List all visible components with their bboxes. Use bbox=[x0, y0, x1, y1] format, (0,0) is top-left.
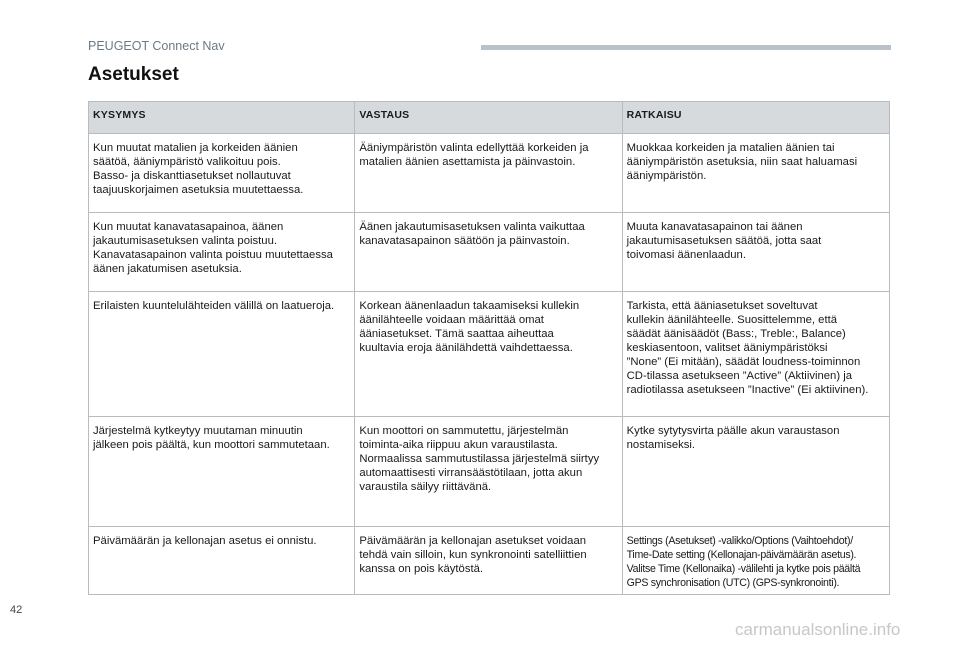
question-text: Kun muutat kanavatasapainoa, äänen jakautumisasetuksen valinta poistuu. Kanavatasapainon valinta poistuu muutettaessa äänen jakatumisen asetuksia. bbox=[93, 221, 333, 275]
question-text: Erilaisten kuuntelulähteiden välillä on laatueroja. bbox=[93, 300, 335, 312]
watermark-text: carmanualsonline.info bbox=[735, 620, 901, 639]
table-row bbox=[89, 213, 890, 292]
solution-text: Muokkaa korkeiden ja matalien äänien tai ääniympäristön asetuksia, niin saat haluamasi ääniympäristön. bbox=[626, 142, 858, 182]
table-row bbox=[89, 292, 890, 417]
solution-cell bbox=[622, 213, 889, 292]
answer-cell bbox=[355, 292, 622, 417]
table-row bbox=[89, 134, 890, 213]
solution-text: Kytke sytytysvirta päälle akun varaustason nostamiseksi. bbox=[626, 425, 840, 451]
question-cell bbox=[89, 292, 355, 417]
question-cell bbox=[89, 213, 355, 292]
solution-text: Tarkista, että ääniasetukset soveltuvat kullekin äänilähteelle. Suosittelemme, että säädät äänisäädöt (Bass:, Treble:, Balance) keskiasentoon, valitset ääniympäristöksi ”None” (Ei mitään), säädät loudness-toiminnon CD-tilassa asetukseen ”Active” (Aktiivinen) ja radiotilassa asetukseen ”Inactive” (Ei aktiivinen). bbox=[626, 300, 869, 396]
table-row bbox=[89, 527, 890, 595]
question-text: Kun muutat matalien ja korkeiden äänien säätöä, ääniympäristö valikoituu pois. Basso- ja diskanttiasetukset nollautuvat taajuuskorjaimen asetuksia muutettaessa. bbox=[93, 142, 304, 196]
table-row bbox=[89, 417, 890, 527]
table-header-row bbox=[89, 102, 890, 134]
header-divider-bar bbox=[481, 45, 891, 50]
question-cell bbox=[89, 527, 355, 595]
answer-text: Äänen jakautumisasetuksen valinta vaikuttaa kanavatasapainon säätöön ja päinvastoin. bbox=[359, 221, 585, 247]
answer-text: Kun moottori on sammutettu, järjestelmän toiminta-aika riippuu akun varaustilasta. Normaalissa sammutustilassa järjestelmä siirtyy automaattisesti virransäästötilaan, jotta akun varaustila säilyy riittävänä. bbox=[359, 425, 600, 493]
column-header-answer: VASTAUS bbox=[355, 102, 622, 134]
page-number: 42 bbox=[10, 604, 23, 616]
answer-cell bbox=[355, 527, 622, 595]
answer-cell bbox=[355, 134, 622, 213]
header-brand: PEUGEOT Connect Nav bbox=[88, 39, 225, 53]
question-text: Järjestelmä kytkeytyy muutaman minuutin jälkeen pois päältä, kun moottori sammutetaan. bbox=[93, 425, 330, 451]
question-cell bbox=[89, 417, 355, 527]
column-header-solution: RATKAISU bbox=[622, 102, 889, 134]
page-title: Asetukset bbox=[88, 64, 179, 85]
answer-cell bbox=[355, 417, 622, 527]
solution-text: Muuta kanavatasapainon tai äänen jakautumisasetuksen säätöä, jotta saat toivomasi äänenlaadun. bbox=[626, 221, 822, 261]
solution-cell bbox=[622, 527, 889, 595]
column-header-question: KYSYMYS bbox=[89, 102, 355, 134]
question-text: Päivämäärän ja kellonajan asetus ei onnistu. bbox=[93, 535, 317, 547]
troubleshooting-table bbox=[88, 101, 890, 595]
answer-cell bbox=[355, 213, 622, 292]
question-cell bbox=[89, 134, 355, 213]
solution-text: Settings (Asetukset) -valikko/Options (Vaihtoehdot)/ Time-Date setting (Kellonajan-päivämäärän asetus). Valitse Time (Kellonaika) -välilehti ja kytke pois päältä GPS synchronisation (UTC) (GPS-synkronointi). bbox=[626, 535, 861, 589]
answer-text: Ääniympäristön valinta edellyttää korkeiden ja matalien äänien asettamista ja päinvastoin. bbox=[359, 142, 589, 168]
answer-text: Päivämäärän ja kellonajan asetukset voidaan tehdä vain silloin, kun synkronointi satelliittien kanssa on pois käytöstä. bbox=[359, 535, 587, 575]
solution-cell bbox=[622, 292, 889, 417]
answer-text: Korkean äänenlaadun takaamiseksi kullekin äänilähteelle voidaan määrittää omat ääniasetukset. Tämä saattaa aiheuttaa kuultavia eroja äänilähdettä vaihdettaessa. bbox=[359, 300, 580, 354]
solution-cell bbox=[622, 417, 889, 527]
solution-cell bbox=[622, 134, 889, 213]
